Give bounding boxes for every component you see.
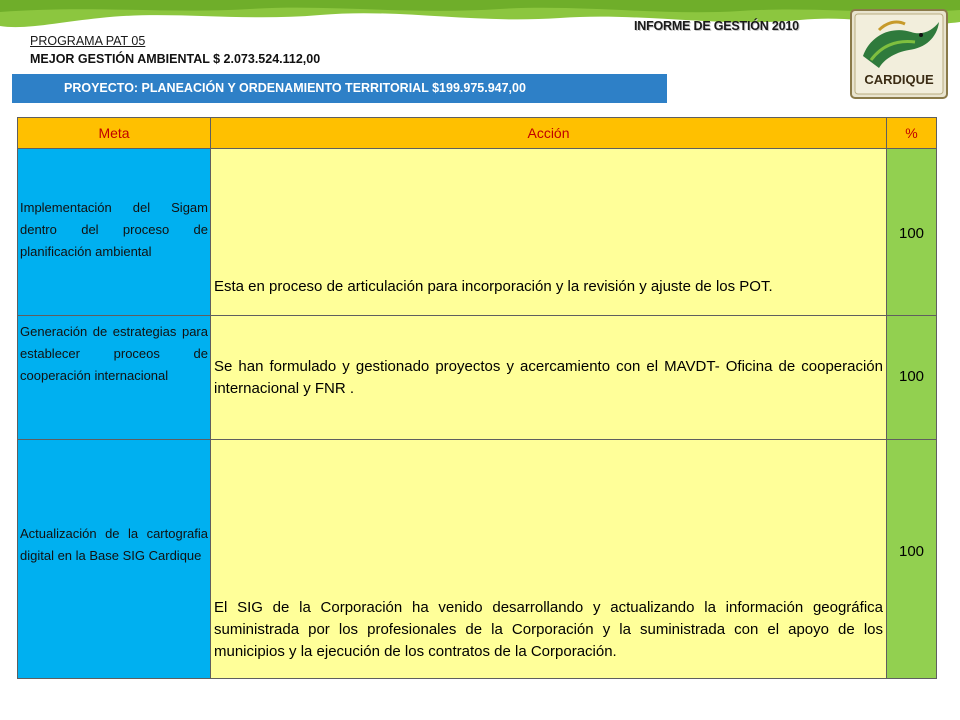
- column-header-meta: Meta: [18, 118, 211, 149]
- accion-text: El SIG de la Corporación ha venido desarrollando y actualizando la información geográfica suministrada por los profesionales de la Corporación y la suministrada con el apoyo de los municipios y la ejecución de los contratos de la Corporación.: [214, 599, 883, 660]
- accion-text: Se han formulado y gestionado proyectos y acercamiento con el MAVDT- Oficina de cooperación internacional y FNR .: [214, 358, 883, 397]
- goals-table: [17, 117, 937, 679]
- pct-text: 100: [898, 225, 925, 242]
- accion-cell: [211, 149, 887, 316]
- program-code: PROGRAMA PAT 05: [30, 34, 146, 48]
- meta-cell: [18, 316, 211, 440]
- meta-cell: [18, 440, 211, 679]
- pct-text: 100: [898, 543, 925, 560]
- accion-cell: [211, 316, 887, 440]
- table-header-row: [18, 118, 937, 149]
- pct-cell: [887, 149, 937, 316]
- project-title-bar: PROYECTO: PLANEACIÓN Y ORDENAMIENTO TERRITORIAL $199.975.947,00: [12, 74, 667, 103]
- accion-text: Esta en proceso de articulación para incorporación y la revisión y ajuste de los POT.: [214, 278, 773, 295]
- table-row: [18, 440, 937, 679]
- meta-cell: [18, 149, 211, 316]
- accion-cell: [211, 440, 887, 679]
- logo-text: CARDIQUE: [864, 72, 934, 87]
- table-row: [18, 316, 937, 440]
- program-name: MEJOR GESTIÓN AMBIENTAL $ 2.073.524.112,00: [30, 52, 321, 66]
- pct-cell: [887, 440, 937, 679]
- report-title: INFORME DE GESTIÓN 2010: [634, 19, 799, 33]
- pct-cell: [887, 316, 937, 440]
- meta-text: Generación de estrategias para establecer proceos de cooperación internacional: [20, 324, 208, 383]
- meta-text: Implementación del Sigam dentro del proceso de planificación ambiental: [20, 200, 208, 259]
- column-header-pct: %: [887, 118, 937, 149]
- pct-text: 100: [898, 368, 925, 385]
- column-header-accion: Acción: [211, 118, 887, 149]
- iguana-logo-icon: [849, 8, 949, 100]
- meta-text: Actualización de la cartografia digital en la Base SIG Cardique: [20, 526, 208, 563]
- table-row: [18, 149, 937, 316]
